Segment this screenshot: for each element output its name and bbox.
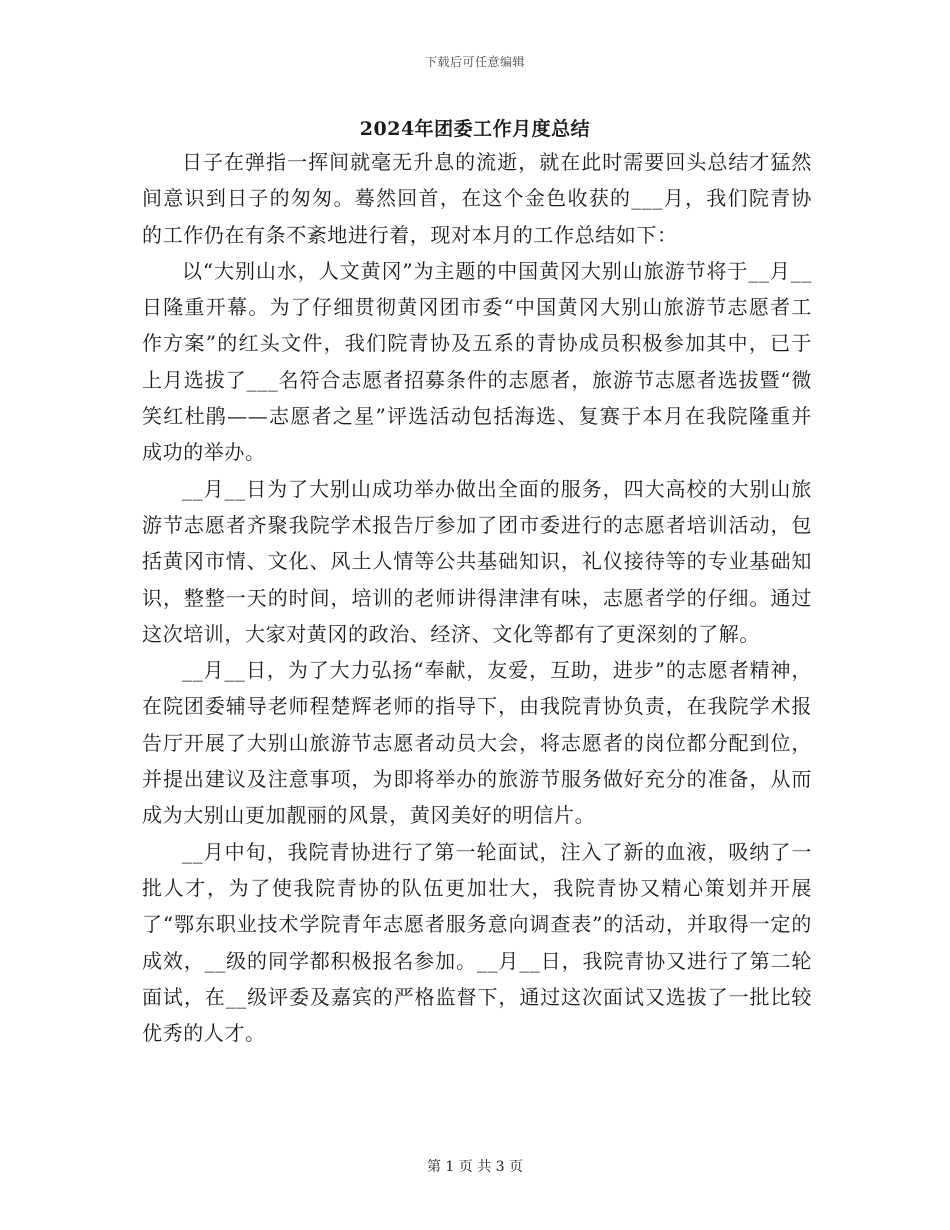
paragraph-volunteer-training: __月__日为了大别山成功举办做出全面的服务，四大高校的大别山旅游节志愿者齐聚我院学术报告厅参加了团市委进行的志愿者培训活动，包括黄冈市情、文化、风土人情等公共基础知识，礼仪接待等的专业基础知识，整整一天的时间，培训的老师讲得津津有味，志愿者学的仔细。通过这次培训，大家对黄冈的政治、经济、文化等都有了更深刻的了解。 [142, 476, 812, 646]
paragraph-interviews: __月中旬，我院青协进行了第一轮面试，注入了新的血液，吸纳了一批人才，为了使我院青协的队伍更加壮大，我院青协又精心策划并开展了“鄂东职业技术学院青年志愿者服务意向调查表”的活动，并取得一定的成效，__级的同学都积极报名参加。__月__日，我院青协又进行了第二轮面试，在__级评委及嘉宾的严格监督下，通过这次面试又选拔了一批比较优秀的人才。 [142, 839, 812, 1046]
document-title: 2024年团委工作月度总结 [359, 118, 591, 140]
document-body [142, 144, 812, 1051]
page-number: 第 1 页 共 3 页 [426, 1159, 524, 1175]
page-header-note: 下载后可任意编辑 [424, 55, 525, 69]
paragraph-mobilization-meeting: __月__日，为了大力弘扬“奉献，友爱，互助，进步”的志愿者精神，在院团委辅导老师程楚辉老师的指导下，由我院青协负责，在我院学术报告厅开展了大别山旅游节志愿者动员大会，将志愿者的岗位都分配到位，并提出建议及注意事项，为即将举办的旅游节服务做好充分的准备，从而成为大别山更加靓丽的风景，黄冈美好的明信片。 [142, 658, 812, 828]
paragraph-intro: 日子在弹指一挥间就毫无升息的流逝，就在此时需要回头总结才猛然间意识到日子的匆匆。蓦然回首，在这个金色收获的___月，我们院青协的工作仍在有条不紊地进行着，现对本月的工作总结如下： [142, 150, 812, 247]
paragraph-tourism-festival: 以“大别山水，人文黄冈”为主题的中国黄冈大别山旅游节将于__月__日隆重开幕。为了仔细贯彻黄冈团市委“中国黄冈大别山旅游节志愿者工作方案”的红头文件，我们院青协及五系的青协成员积极参加其中，已于上月选拔了___名符合志愿者招募条件的志愿者，旅游节志愿者选拔暨“微笑红杜鹃——志愿者之星”评选活动包括海选、复赛于本月在我院隆重并成功的举办。 [142, 258, 812, 465]
